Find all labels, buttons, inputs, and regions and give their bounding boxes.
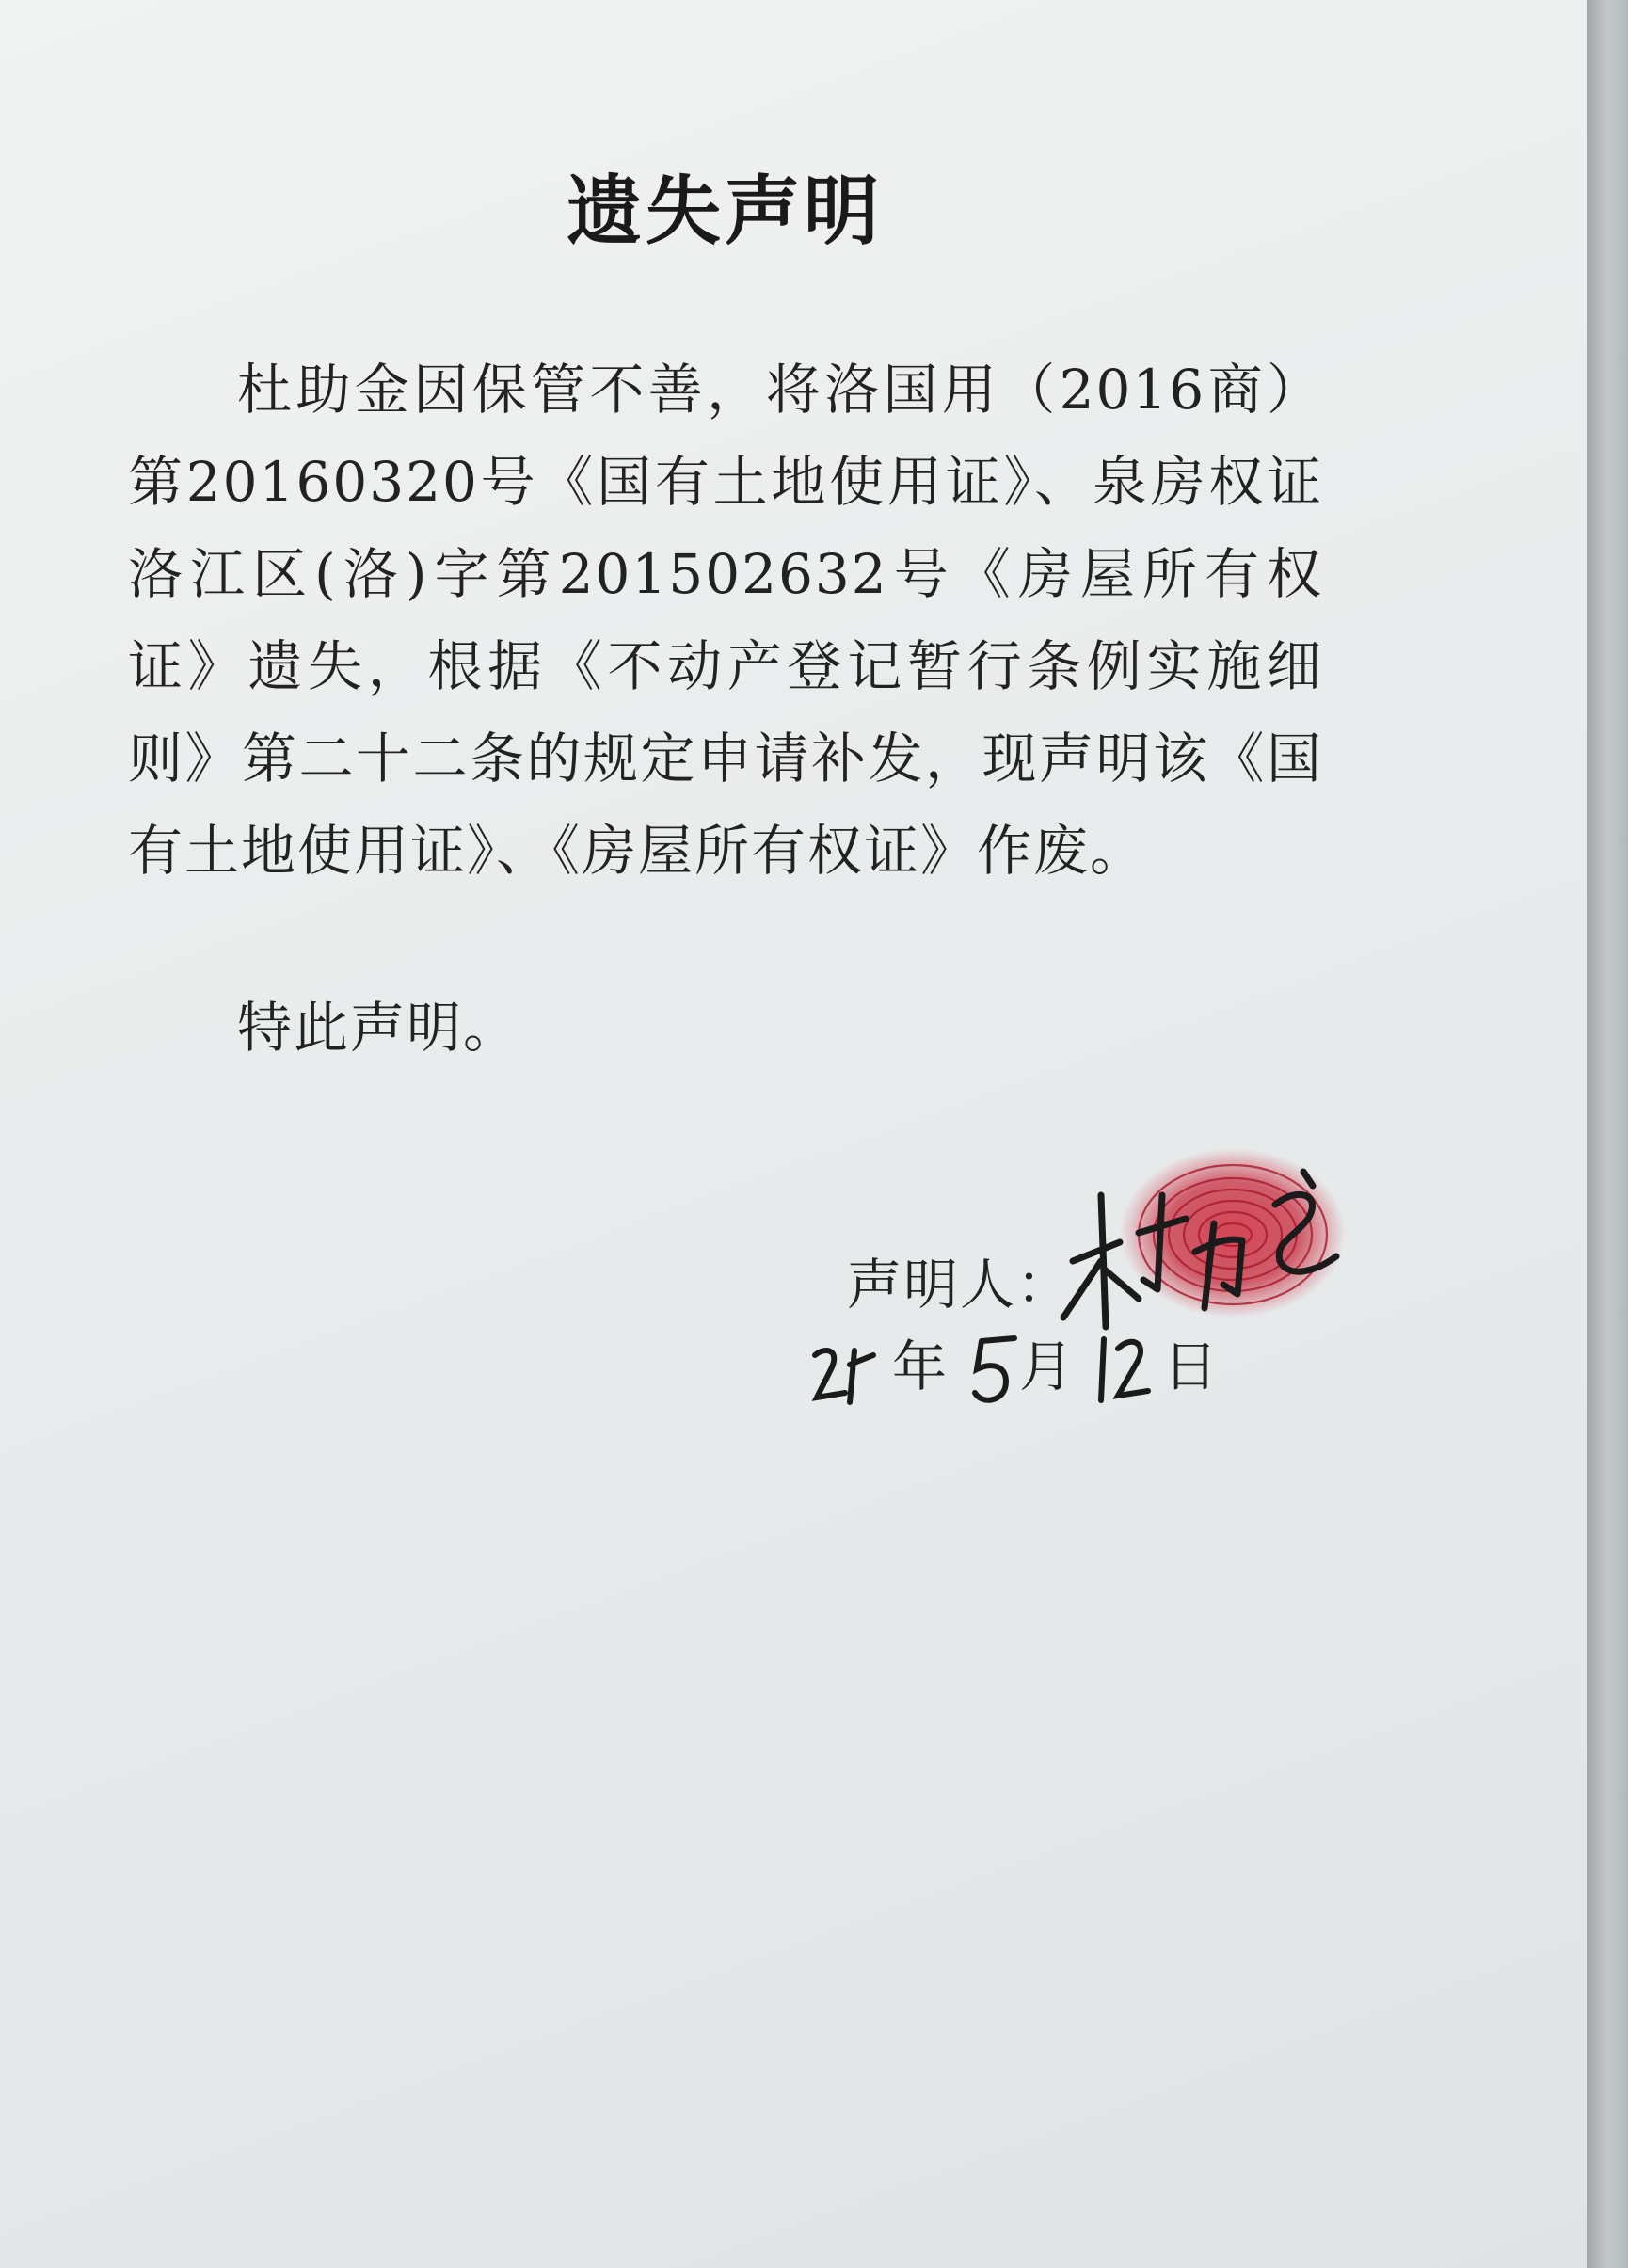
date-day-handwritten [1090,1325,1156,1410]
date-day-unit: 日 [1163,1334,1219,1398]
document-title: 遗失声明 [567,168,883,255]
signing-date [807,1318,1240,1412]
document-body [128,343,1323,897]
background-edge [1587,0,1628,2268]
date-month-handwritten [967,1327,1024,1412]
date-year-handwritten [807,1327,883,1412]
date-year-unit: 年 [892,1334,948,1398]
date-month-unit: 月 [1019,1334,1075,1398]
signature-with-thumbprint [1054,1129,1374,1346]
declarant-label: 声明人： [847,1253,1074,1317]
closing-statement: 特此声明。 [237,996,520,1060]
body-paragraph: 杜助金因保管不善，将洛国用（2016商）第20160320号《国有土地使用证》、泉房权证洛江区(洛)字第201502632号《房屋所有权证》遗失，根据《不动产登记暂行条例实施细则》第二十二条的规定申请补发，现声明该《国有土地使用证》、《房屋所有权证》作废。 [128,358,1323,883]
